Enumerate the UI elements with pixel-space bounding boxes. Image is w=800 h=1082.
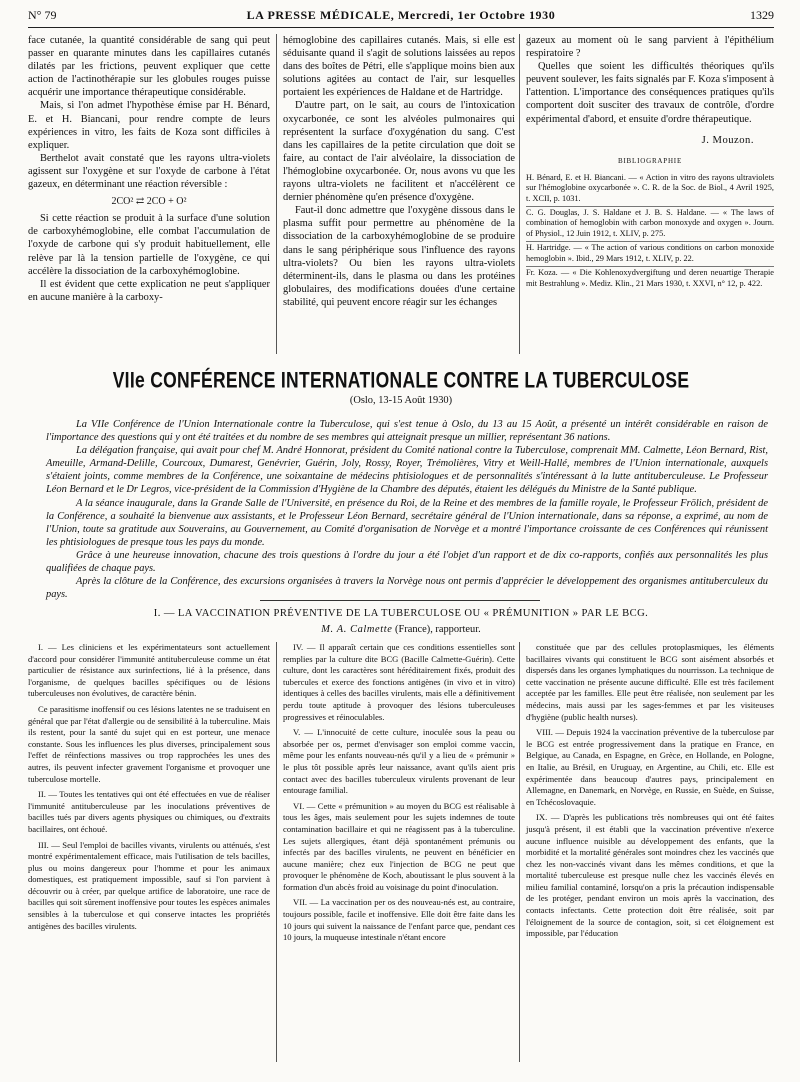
paragraph: I. — Les cliniciens et les expérimentateurs sont actuellement d'accord pour considérer l'immunité antituberculeuse comme un état particulier de résistance aux surinfections, lié à la présence, dans l'organisme, de quelques bacilles spécifiques ou de lésions tuberculeuses non évolutives, de caractère bénin. bbox=[28, 642, 270, 699]
bibliography-entry: H. Hartridge. — « The action of various conditions on carbon monoxide hemoglobin ». Ibid., 29 Mars 1912, t. XLIV, p. 22. bbox=[526, 242, 774, 267]
rapporteur-role: (France), rapporteur. bbox=[395, 624, 481, 635]
rapporteur-name: M. A. Calmette bbox=[321, 624, 393, 635]
paragraph: gazeux au moment où le sang parvient à l'épithélium respiratoire ? bbox=[526, 35, 774, 60]
paragraph: IX. — D'après les publications très nombreuses qui ont été faites jusqu'à présent, il est établi que la vaccination préventive n'exerce aucune influence nuisible au développement des enfants, que la morbidité et la mortalité générales sont moindres chez les vaccinés que chez les non-vaccinés vivant dans les mêmes conditions, et que la mortalité tuberculeuse est presque nulle chez les vaccinés élevés en milieu familial contaminé, lorsqu'on a pris la précaution indispensable de les protéger, pendant environ un mois après la vaccination, des contacts infectants. Cette protection doit être réalisée, soit par l'éloignement de la source de contagion, soit, si cet éloignement est impossible, par l'éducation bbox=[526, 812, 774, 939]
column-divider bbox=[519, 642, 520, 1062]
bottom-column-1 bbox=[28, 642, 270, 936]
page-number: 1329 bbox=[750, 8, 774, 22]
top-column-3 bbox=[526, 34, 774, 291]
conference-title: VIIe CONFÉRENCE INTERNATIONALE CONTRE LA TUBERCULOSE bbox=[112, 367, 690, 393]
column-divider bbox=[519, 34, 520, 354]
conference-subtitle: (Oslo, 13-15 Août 1930) bbox=[349, 395, 453, 406]
issue-number: N° 79 bbox=[28, 8, 57, 22]
paragraph: VI. — Cette « prémunition » au moyen du BCG est réalisable à tous les âges, mais seulement pour les sujets indemnes de toute contamination bacillaire et qui ne réagissent pas à la tuberculine. Les sujets allergiques, étant déjà spontanément prémunis ou infectés par des bacilles virulents, ne peuvent en bénéficier en aucune manière; chez eux l'injection de BCG ne peut que provoquer le phénomène de Koch, aboutissant le plus souvent à la formation d'un abcès froid au voisinage du point d'inoculation. bbox=[283, 800, 515, 892]
intro-paragraph: La délégation française, qui avait pour chef M. André Honnorat, président du Comité national contre la Tuberculose, comprenait MM. Calmette, Léon Bernard, Rist, Ameuille, Armand-Delille, Courcoux, Dumarest, Genévrier, Guérin, Joly, Rossy, Royer, Trémolières, Vitry et Weill-Hallé, membres de l'Union internationale, auxquels s'étaient joints, comme membres de la Conférence, une soixantaine de médecins phtisiologues et de personnalités s'intéressant à la lutte antituberculeuse. Le Professeur Léon Bernard et le Dr Legros, vice-président de la Commission d'Hygiène de la Chambre des députés, étaient les délégués du Ministre de la Santé publique. bbox=[46, 445, 768, 496]
paragraph: Quelles que soient les difficultés théoriques qu'ils peuvent soulever, les faits signalés par F. Koza s'imposent à l'attention. L'importance des conséquences pratiques qu'ils comportent doit susciter des travaux de contrôle, d'ordre expérimental d'abord, et ensuite d'ordre thérapeutique. bbox=[526, 61, 774, 125]
page-header bbox=[28, 6, 774, 28]
section-divider bbox=[260, 600, 540, 601]
paragraph: Il est évident que cette explication ne peut s'appliquer en aucune manière à la carboxy- bbox=[28, 278, 270, 303]
bibliography-list bbox=[526, 172, 774, 291]
bibliography-entry: H. Bénard, E. et H. Biancani. — « Action in vitro des rayons ultraviolets sur l'hémoglobine oxycarbonée ». C. R. de la Soc. de Biol., 4 Avril 1925, t. XCII, p. 1031. bbox=[526, 172, 774, 207]
paragraph: constituée que par des cellules protoplasmiques, les éléments bacillaires vivants qui constituent le BCG sont aisément absorbés et dispersés dans les organes lymphatiques du nourrisson. La technique de cette vaccination ne présente aucune difficulté. Elle est très facilement acceptée par les familles. Elle peut être réalisée, non seulement par les médecins, mais aussi par les sages-femmes et par les visiteuses d'hygiène (public health nurses). bbox=[526, 642, 774, 722]
bibliography-title: BIBLIOGRAPHIE bbox=[617, 156, 683, 165]
paragraph: VII. — La vaccination per os des nouveau-nés est, au contraire, toujours possible, facile et inoffensive. Elle doit être faite dans les 10 jours qui suivent la naissance de l'enfant parce que, pendant ces 10 jours, la muqueuse intestinale n'étant encore bbox=[283, 897, 515, 943]
top-column-2 bbox=[283, 34, 515, 309]
bottom-column-2 bbox=[283, 642, 515, 948]
paragraph: II. — Toutes les tentatives qui ont été effectuées en vue de réaliser l'immunité antituberculeuse par les inoculations préventives de bacilles tués par divers agents physiques ou chimiques, ou d'extraits bacillaires, ont échoué. bbox=[28, 789, 270, 834]
journal-line: LA PRESSE MÉDICALE, Mercredi, 1er Octobre 1930 bbox=[246, 8, 556, 22]
top-column-1 bbox=[28, 34, 270, 304]
conference-intro bbox=[46, 418, 768, 601]
paragraph: D'autre part, on le sait, au cours de l'intoxication oxycarbonée, ce sont les alvéoles pulmonaires qui représentent la surface d'oxygénation du sang. C'est dans les capillaires de la petite circulation que doit se faire, au contact de l'air alvéolaire, la dissociation de l'hémoglobine oxycarbonée. Or, nous avons vu que les rayons ultra-violets ne facilitent et n'accélèrent ce dernier phénomène qu'en présence d'oxygène. bbox=[283, 100, 515, 204]
paragraph: Si cette réaction se produit à la surface d'une solution de carboxyhémoglobine, elle combat l'accumulation de l'oxyde de carbone qui s'y produit habituellement, elle relève par là la tension partielle de l'oxygène, ce qui accélère la dissociation de la carboxyhémoglobine. bbox=[28, 213, 270, 277]
intro-paragraph: A la séance inaugurale, dans la Grande Salle de l'Université, en présence du Roi, de la Reine et des membres de la famille royale, le Professeur Frölich, président de la Conférence, a souhaité la bienvenue aux assistants, et le Professeur Léon Bernard, secrétaire général de l'Union internationale, dans sa réponse, a exprimé, au nom de l'Union, toute sa gratitude aux Souverains, au Gouvernement, au Comité d'organisation de Norvège et a montré l'importance croissante de ces Conférences qui réunissent les phtisiologues de presque tous les pays du monde. bbox=[46, 497, 768, 548]
column-divider bbox=[276, 34, 277, 354]
paragraph: V. — L'innocuité de cette culture, inoculée sous la peau ou absorbée per os, permet d'envisager son emploi comme vaccin, même pour les enfants nouveau-nés qu'il y a lieu de « prémunir » le plus tôt possible après leur naissance, avant qu'ils aient pris contact avec des bacilles tuberculeux virulents provenant de leur entourage familial. bbox=[283, 727, 515, 796]
paragraph: Faut-il donc admettre que l'oxygène dissous dans le plasma suffit pour permettre au phénomène de la dissociation de la carboxyhémoglobine de se produire dans le sang périphérique sous l'influence des rayons ultra-violets? Ou bien les rayons ultra-violets déterminent-ils, dans le plasma ou dans les protéines globulaires, des modifications douées d'une certaine stabilité, qui peuvent encore réagir sur les échanges bbox=[283, 205, 515, 308]
intro-paragraph: La VIIe Conférence de l'Union Internationale contre la Tuberculose, qui s'est tenue à Oslo, du 13 au 15 Août, a présenté un intérêt considérable en raison de l'importance des questions qui y ont été traitées et du nombre de ses membres qui atteignait presque un millier, représentant 36 nations. bbox=[46, 419, 768, 444]
paragraph: Berthelot avait constaté que les rayons ultra-violets agissent sur l'oxygène et sur l'oxyde de carbone à l'état gazeux, en déterminant une réaction réversible : bbox=[28, 152, 270, 191]
intro-paragraph: Grâce à une heureuse innovation, chacune des trois questions à l'ordre du jour a été l'objet d'un rapport et de dix co-rapports, confiés aux personnalités les plus qualifiées de chaque pays. bbox=[46, 549, 768, 575]
author-signature: J. Mouzon. bbox=[701, 134, 754, 146]
chemical-formula: 2CO² ⇄ 2CO + O² bbox=[111, 196, 187, 208]
paragraph: III. — Seul l'emploi de bacilles vivants, virulents ou atténués, s'est montré expérimentalement efficace, mais l'utilisation de tels bacilles, plus ou moins dangereux pour l'homme et pour les animaux domestiques, est pratiquement impossible, sauf si l'on parvient à découvrir ou à créer, par quelque artifice de laboratoire, une race de bacilles qui soit sûrement inoffensive pour toutes les espèces animales sensibles à la tuberculose et qui conserve intactes les propriétés antigènes des bacilles virulents. bbox=[28, 839, 270, 931]
bibliography-entry: C. G. Douglas, J. S. Haldane et J. B. S. Haldane. — « The laws of combination of hemoglobin with carbon monoxyde and oxygen ». Journ. of Physiol., 12 Juin 1912, t. XLIV, p. 275. bbox=[526, 207, 774, 242]
paragraph: Mais, si l'on admet l'hypothèse émise par H. Bénard, E. et H. Biancani, pour rendre compte de leurs expériences in vitro, les faits de Koza sont difficiles à expliquer. bbox=[28, 100, 270, 151]
intro-paragraph: Après la clôture de la Conférence, des excursions organisées à travers la Norvège nous ont permis d'apprécier le développement des organismes antituberculeux du pays. bbox=[46, 576, 768, 601]
bottom-column-3 bbox=[526, 642, 774, 944]
section-author bbox=[28, 624, 774, 635]
paragraph: face cutanée, la quantité considérable de sang qui peut passer en quarante minutes dans les capillaires cutanés dilatés par les frictions, peuvent expliquer que cette action de l'actinothérapie sur les globules rouges puisse acquérir une importance thérapeutique considérable. bbox=[28, 35, 270, 99]
bibliography-entry: Fr. Koza. — « Die Kohlenoxydvergiftung und deren neuartige Therapie mit Bestrahlung ». Mediz. Klin., 21 Mars 1930, t. XXVI, n° 12, p. 422. bbox=[526, 268, 774, 288]
column-divider bbox=[276, 642, 277, 1062]
section-title: I. — LA VACCINATION PRÉVENTIVE DE LA TUBERCULOSE OU « PRÉMUNITION » PAR LE BCG. bbox=[153, 608, 649, 619]
conference-heading bbox=[28, 367, 774, 406]
paragraph: hémoglobine des capillaires cutanés. Mais, si elle est séduisante quand il s'agit de solutions laissées au repos dans des boîtes de Pétri, elle s'applique moins bien aux solutions agitées au contact de l'air, sur lesquelles portaient les expériences de Haldane et de Hartridge. bbox=[283, 35, 515, 99]
paragraph: IV. — Il apparaît certain que ces conditions essentielles sont remplies par la culture dite BCG (Bacille Calmette-Guérin). Cette culture, dont les caractères sont héréditairement fixés, produit des tubercules et exerce des fonctions antigènes (in vivo et in vitro) identiques à celles des bacilles virulents, mais elle a définitivement perdu toute aptitude à provoquer des lésions tuberculeuses progressives et réinoculables. bbox=[283, 642, 515, 722]
paragraph: Ce parasitisme inoffensif ou ces lésions latentes ne se traduisent en général que par l'état d'allergie ou de sensibilité à la tuberculine. Mais ils restent, pour la santé du sujet qui en est porteur, une menace constante. Sous les influences les plus diverses, principalement sous l'effet de réinfections massives ou trop rapprochées les unes des autres, ils peuvent infecter gravement l'organisme et provoquer une tuberculose mortelle. bbox=[28, 703, 270, 784]
paragraph: VIII. — Depuis 1924 la vaccination préventive de la tuberculose par le BCG est entrée progressivement dans la pratique en France, en Belgique, au Canada, en Espagne, en Grèce, en Hollande, en Pologne, en Italie, au Brésil, en Uruguay, en Argentine, au Chili, etc. Elle est expérimentée dans beaucoup d'autres pays, principalement en Allemagne, en Danemark, en Norvège, en Russie, en Suède, en Suisse, en Tchécoslovaquie. bbox=[526, 727, 774, 807]
